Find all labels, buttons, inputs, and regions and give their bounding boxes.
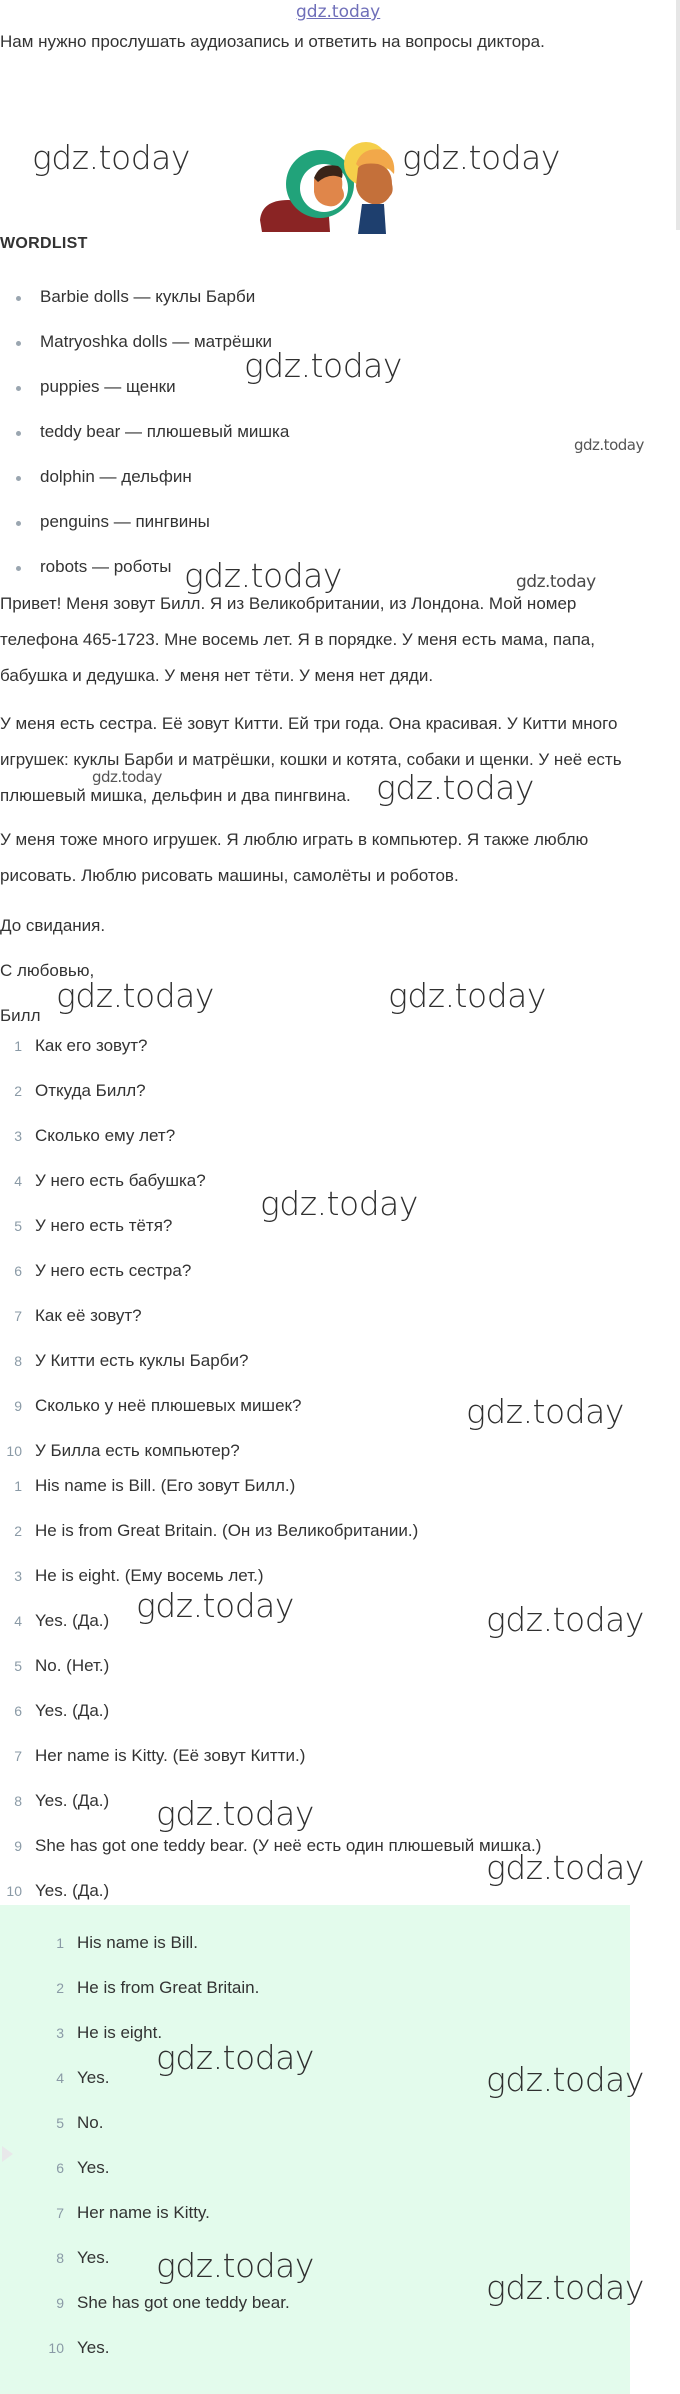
watermark: gdz.today	[516, 572, 596, 592]
watermark: gdz.today	[402, 138, 560, 177]
wordlist-heading: WORDLIST	[0, 235, 88, 252]
letter-paragraph-2: У меня есть сестра. Её зовут Китти. Ей три года. Она красивая. У Китти много игрушек: куклы Барби и матрёшки, кошки и котята, собаки и щенки. У неё есть плюшевый мишка, дельфин и два пингвина.	[0, 714, 622, 805]
letter-paragraph-1: Привет! Меня зовут Билл. Я из Великобритании, из Лондона. Мой номер телефона 465-1723. Мне восемь лет. Я в порядке. У меня есть мама, папа, бабушка и дедушка. У меня нет тёти. У меня нет дяди.	[0, 594, 595, 685]
watermark: gdz.today	[244, 346, 402, 385]
watermark: gdz.today	[156, 2246, 314, 2285]
watermark: gdz.today	[184, 556, 342, 595]
watermark: gdz.today	[156, 2038, 314, 2077]
watermark: gdz.today	[486, 1600, 644, 1639]
watermark: gdz.today	[486, 2060, 644, 2099]
bullet-dot-icon	[16, 296, 21, 301]
boy-and-girl-profiles-illustration	[258, 142, 413, 234]
watermark: gdz.today	[32, 138, 190, 177]
bullet-dot-icon	[16, 386, 21, 391]
bullet-dot-icon	[16, 476, 21, 481]
watermark: gdz.today	[56, 976, 214, 1015]
watermark: gdz.today	[260, 1184, 418, 1223]
answer-box: 1 His name is Bill. 2 He is from Great Britain. 3 He is eight. 4 Yes. 5 No. 6 Yes. 7 Her name is Kitty. 8 Yes. 9 She has got one teddy bear. 10 Yes.	[0, 1905, 630, 2394]
intro-text: Нам нужно прослушать аудиозапись и ответить на вопросы диктора.	[0, 32, 545, 51]
watermark: gdz.today	[466, 1392, 624, 1431]
watermark: gdz.today	[156, 1794, 314, 1833]
bullet-dot-icon	[16, 431, 21, 436]
bullet-dot-icon	[16, 341, 21, 346]
play-triangle-icon[interactable]	[2, 2146, 13, 2162]
watermark: gdz.today	[136, 1586, 294, 1625]
site-logo[interactable]: gdz.today	[296, 2, 381, 22]
bullet-dot-icon	[16, 521, 21, 526]
watermark: gdz.today	[92, 768, 162, 786]
bullet-dot-icon	[16, 566, 21, 571]
watermark: gdz.today	[486, 2268, 644, 2307]
watermark: gdz.today	[376, 768, 534, 807]
watermark: gdz.today	[574, 436, 644, 454]
letter-paragraph-3: У меня тоже много игрушек. Я люблю играть в компьютер. Я также люблю рисовать. Люблю рисовать машины, самолёты и роботов.	[0, 830, 589, 885]
letter-closing: До свидания. С любовью, Билл	[0, 916, 106, 1025]
watermark: gdz.today	[486, 1848, 644, 1887]
watermark: gdz.today	[388, 976, 546, 1015]
